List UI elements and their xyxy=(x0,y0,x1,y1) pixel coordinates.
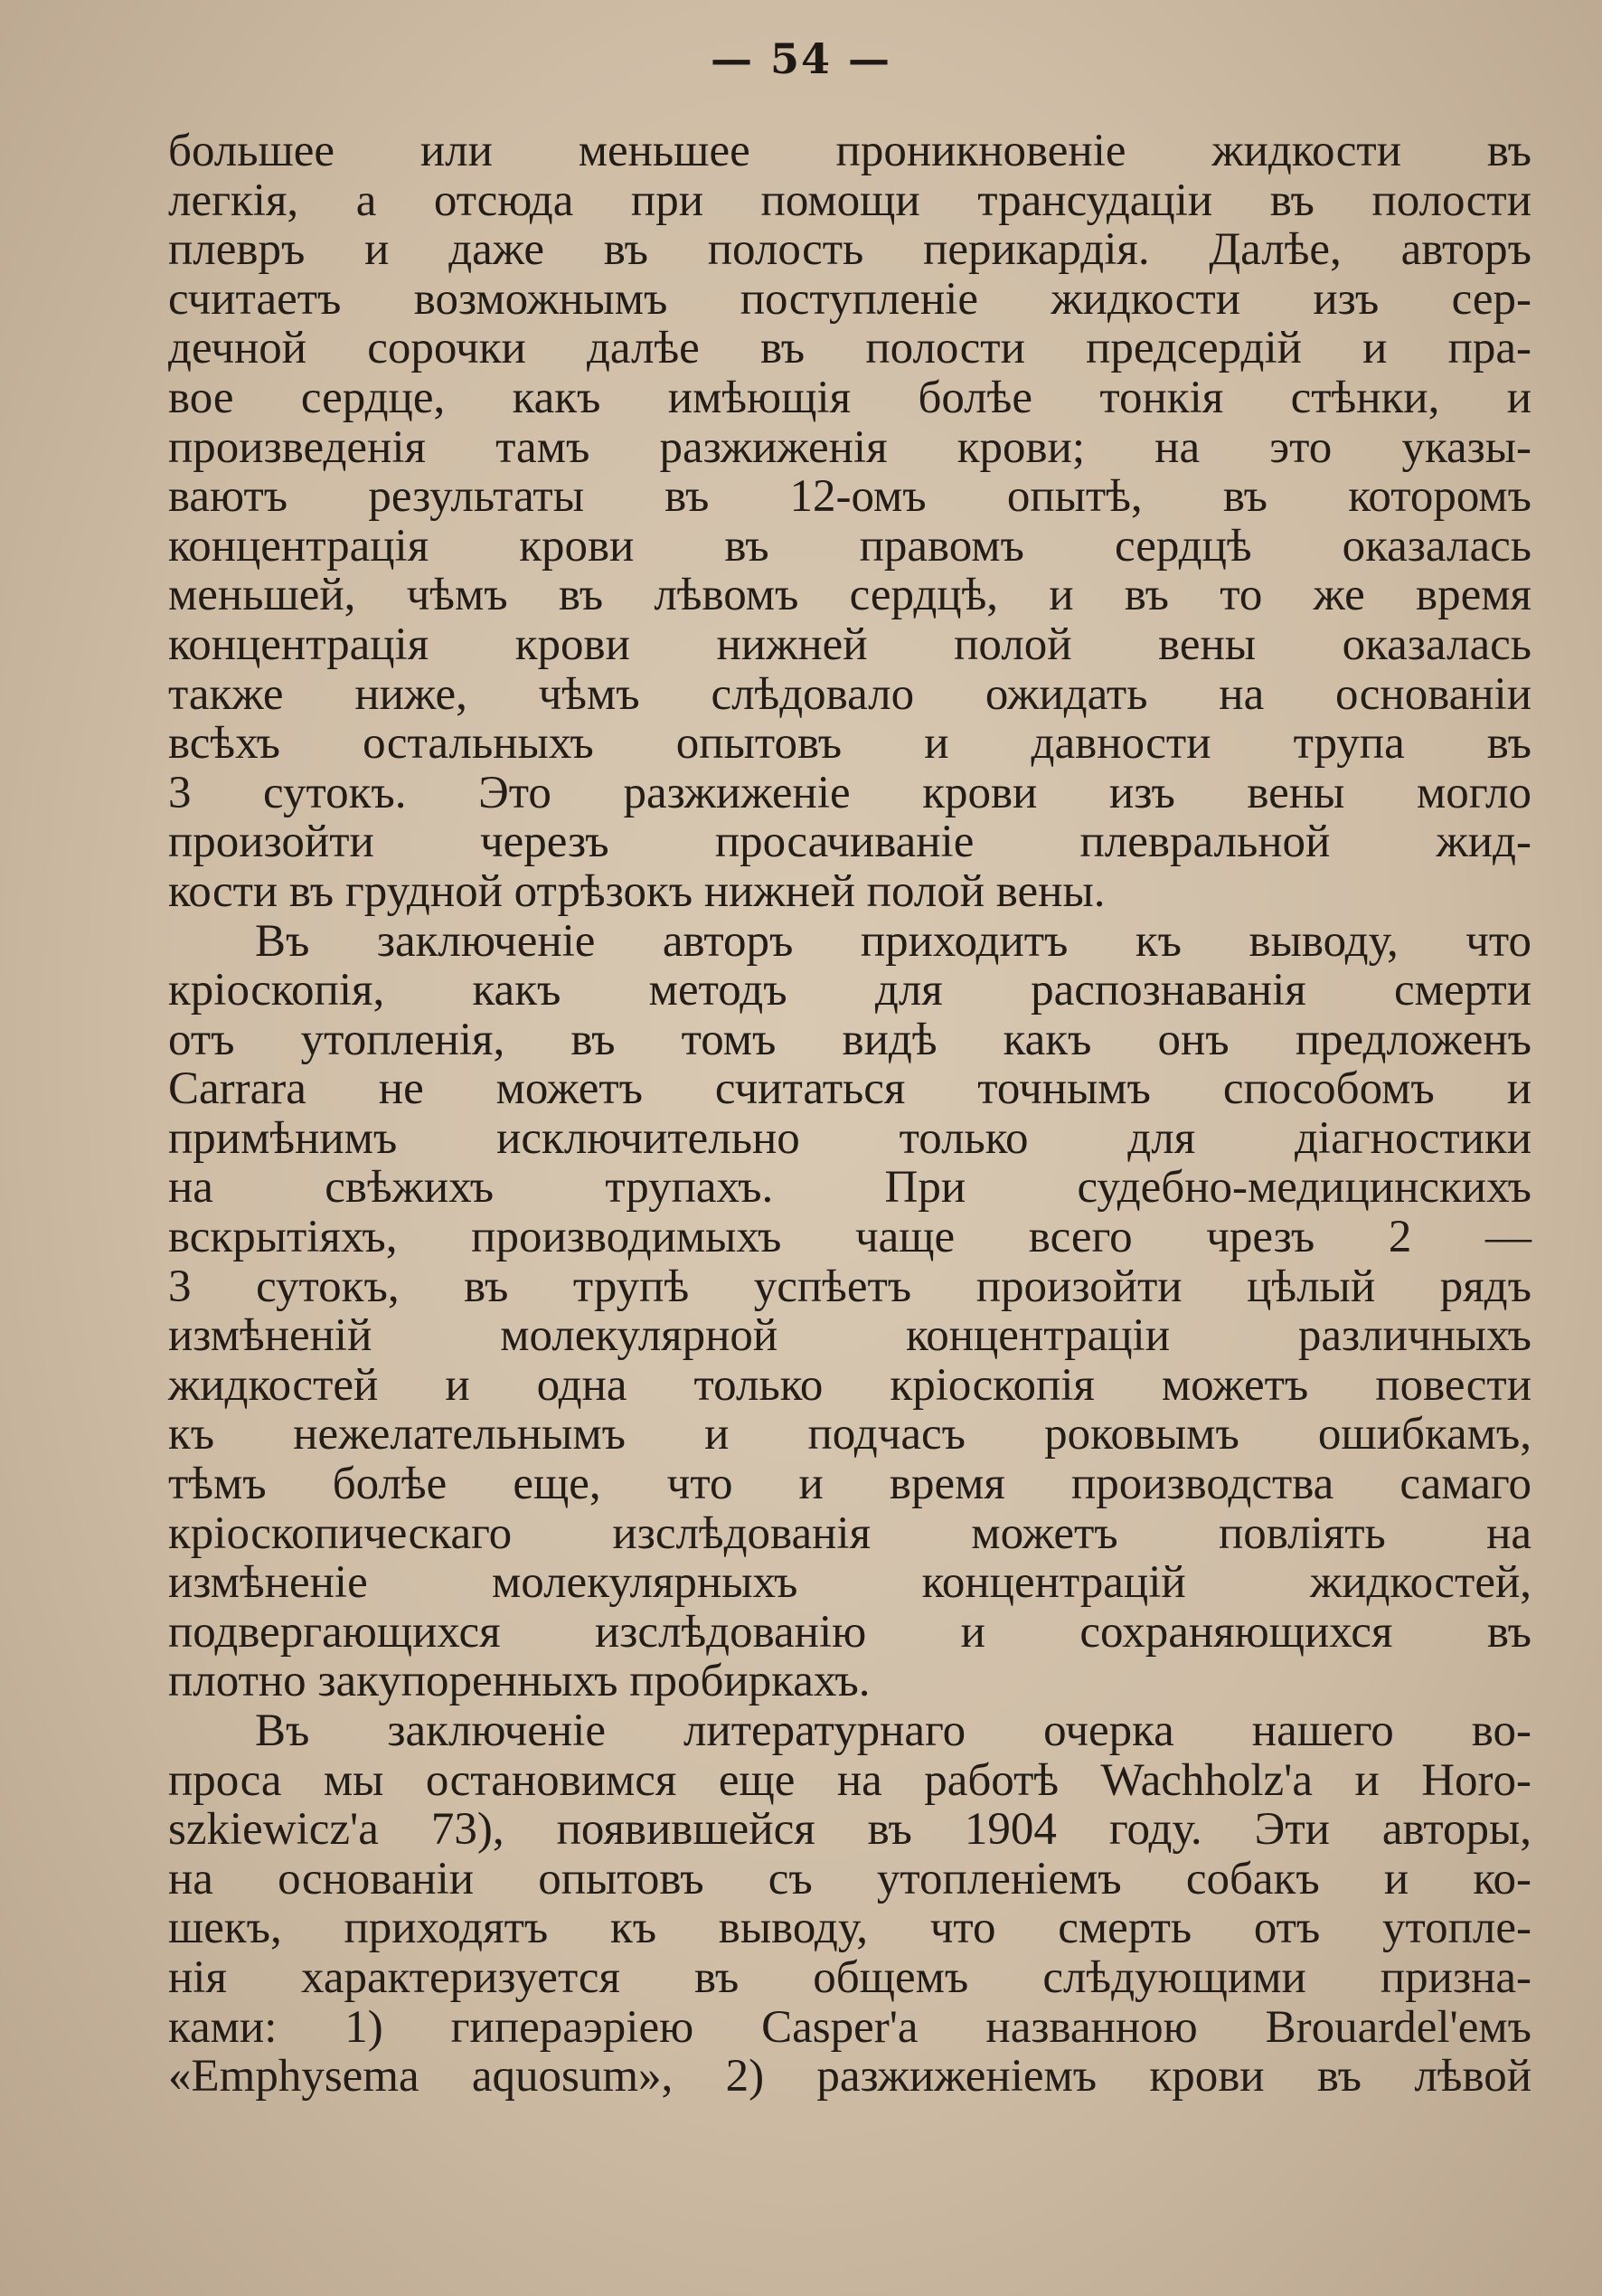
text-line: жидкостей и одна только кріоскопія можетъ повести xyxy=(168,1359,1531,1411)
text-line: 3 сутокъ. Это разжиженіе крови изъ вены могло xyxy=(168,767,1531,818)
text-line: шекъ, приходятъ къ выводу, что смерть отъ утопле- xyxy=(168,1903,1531,1954)
text-line: считаетъ возможнымъ поступленіе жидкости изъ сер- xyxy=(168,273,1531,325)
text-line: произведенія тамъ разжиженія крови; на это указы- xyxy=(168,421,1531,473)
text-line: концентрація крови въ правомъ сердцѣ оказалась xyxy=(168,520,1531,572)
text-line: легкія, а отсюда при помощи трансудаціи въ полости xyxy=(168,175,1531,226)
text-line: плотно закупоренныхъ пробиркахъ. xyxy=(168,1656,871,1707)
text-line: ваютъ результаты въ 12-омъ опытѣ, въ которомъ xyxy=(168,471,1531,523)
text-line: плевръ и даже въ полость перикардія. Далѣе, авторъ xyxy=(168,224,1531,276)
body-text xyxy=(168,127,1531,2102)
text-line: ками: 1) гипераэріею Casper'a названною Brouardel'емъ xyxy=(168,2001,1531,2053)
text-line: вскрытіяхъ, производимыхъ чаще всего чрезъ 2 — xyxy=(168,1212,1531,1263)
text-line: измѣненіе молекулярныхъ концентрацій жидкостей, xyxy=(168,1557,1531,1609)
text-line: проса мы остановимся еще на работѣ Wachholz'a и Horo- xyxy=(168,1754,1531,1806)
text-line: вое сердце, какъ имѣющія болѣе тонкія стѣнки, и xyxy=(168,372,1531,423)
text-line: произойти черезъ просачиваніе плевральной жид- xyxy=(168,817,1531,868)
text-line: на основаніи опытовъ съ утопленіемъ собакъ и ко- xyxy=(168,1853,1531,1904)
text-line: подвергающихся изслѣдованію и сохраняющихся въ xyxy=(168,1606,1531,1658)
text-line: кости въ грудной отрѣзокъ нижней полой вены. xyxy=(168,865,1106,917)
text-line: концентрація крови нижней полой вены оказалась xyxy=(168,619,1531,670)
page-number: — 54 — xyxy=(710,34,892,83)
text-line: Carrara не можетъ считаться точнымъ способомъ и xyxy=(168,1063,1531,1115)
text-line: Въ заключеніе литературнаго очерка нашего во- xyxy=(255,1705,1531,1756)
text-line: примѣнимъ исключительно только для діагностики xyxy=(168,1112,1531,1164)
text-line: кріоскопическаго изслѣдованія можетъ повліять на xyxy=(168,1507,1531,1559)
text-line: къ нежелательнымъ и подчасъ роковымъ ошибкамъ, xyxy=(168,1409,1531,1460)
text-line: тѣмъ болѣе еще, что и время производства самаго xyxy=(168,1459,1531,1510)
text-line: большее или меньшее проникновеніе жидкости въ xyxy=(168,126,1531,176)
text-line: нія характеризуется въ общемъ слѣдующими призна- xyxy=(168,1951,1531,2003)
text-line: szkiewicz'a 73), появившейся въ 1904 году. Эти авторы, xyxy=(168,1804,1531,1856)
text-line: на свѣжихъ трупахъ. При судебно-медицинскихъ xyxy=(168,1162,1531,1214)
text-line: кріоскопія, какъ методъ для распознаванія смерти xyxy=(168,965,1531,1016)
text-line: измѣненій молекулярной концентраціи различныхъ xyxy=(168,1310,1531,1362)
text-line: также ниже, чѣмъ слѣдовало ожидать на основаніи xyxy=(168,668,1531,720)
text-line: 3 сутокъ, въ трупѣ успѣетъ произойти цѣлый рядъ xyxy=(168,1261,1531,1312)
text-line: отъ утопленія, въ томъ видѣ какъ онъ предложенъ xyxy=(168,1014,1531,1065)
text-line: меньшей, чѣмъ въ лѣвомъ сердцѣ, и въ то же время xyxy=(168,570,1531,621)
text-line: всѣхъ остальныхъ опытовъ и давности трупа въ xyxy=(168,718,1531,770)
text-line: «Emphysema aquosum», 2) разжиженіемъ крови въ лѣвой xyxy=(168,2051,1531,2102)
text-line: Въ заключеніе авторъ приходитъ къ выводу, что xyxy=(255,915,1531,967)
text-line: дечной сорочки далѣе въ полости предсердій и пра- xyxy=(168,323,1531,374)
